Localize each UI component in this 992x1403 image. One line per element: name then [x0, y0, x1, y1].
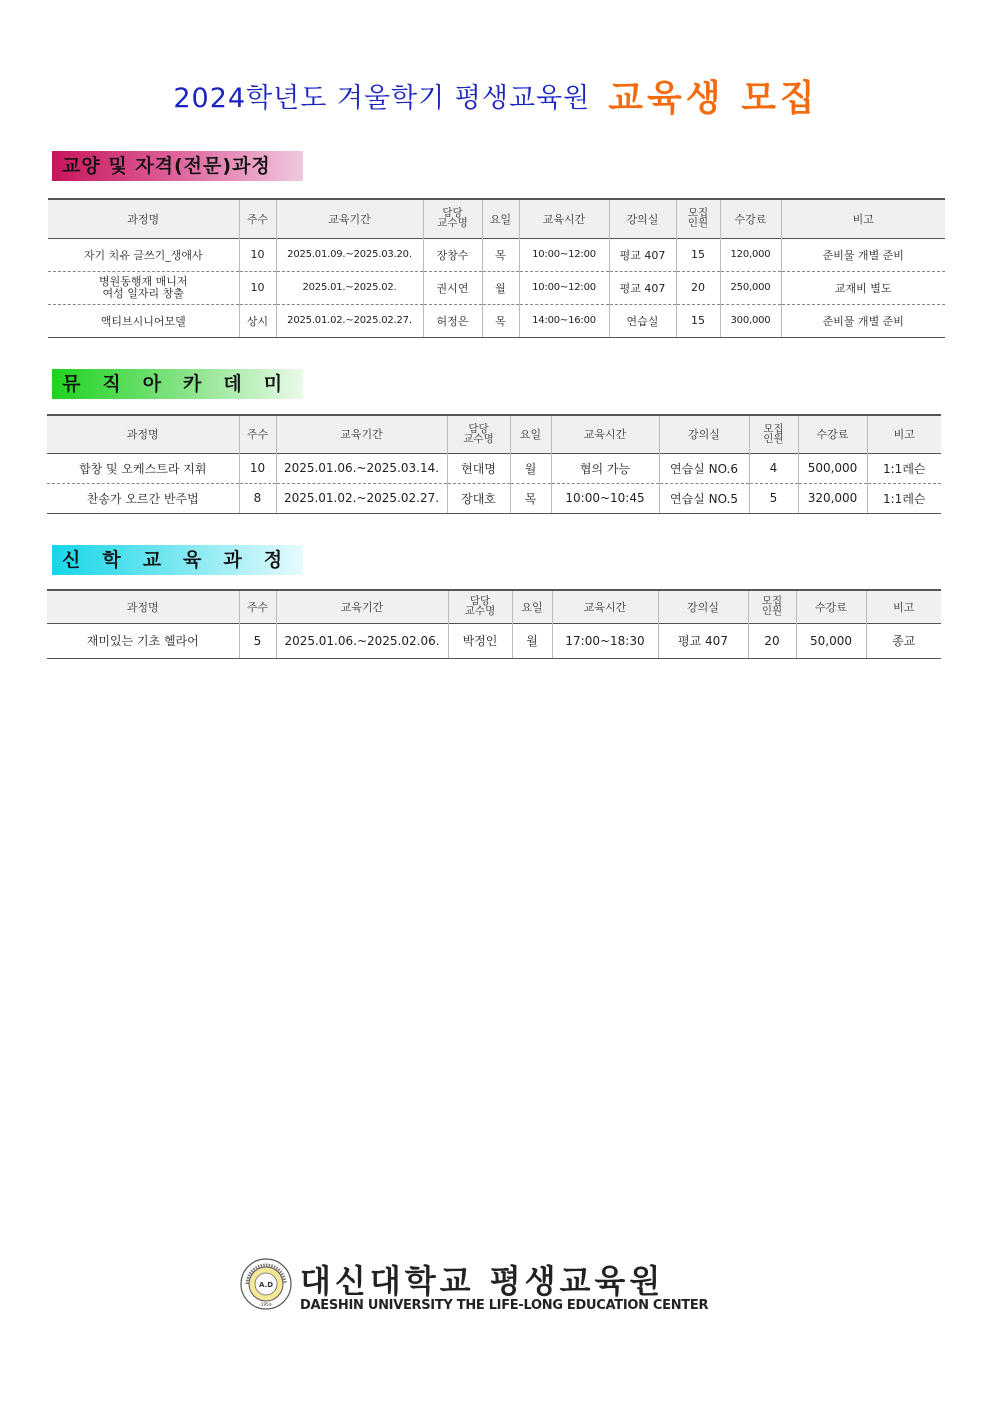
header-capacity-bottom: 인원 [761, 605, 783, 618]
section-header-liberal-arts: 교양 및 자격(전문)과정 [52, 151, 303, 181]
header-fee: 수강료 [798, 415, 867, 453]
cell-note: 준비물 개별 준비 [781, 304, 945, 337]
cell-period: 2025.01.~2025.02. [276, 271, 423, 304]
cell-period: 2025.01.06.~2025.02.06. [276, 623, 448, 658]
cell-note: 1:1레슨 [867, 453, 941, 483]
table-row [47, 483, 941, 513]
cell-time: 협의 가능 [551, 453, 659, 483]
cell-professor: 장대호 [447, 483, 510, 513]
university-seal-icon [240, 1258, 292, 1310]
header-day: 요일 [512, 590, 552, 623]
header-time: 교육시간 [552, 590, 658, 623]
header-room: 강의실 [609, 199, 676, 238]
header-professor-top: 담당 [468, 422, 489, 435]
seal-center-text: A.D [258, 1281, 274, 1289]
cell-weeks: 10 [239, 238, 276, 271]
cell-period: 2025.01.06.~2025.03.14. [276, 453, 447, 483]
table-row [47, 453, 941, 483]
header-professor-bottom: 교수명 [464, 605, 496, 618]
cell-professor: 장창수 [423, 238, 482, 271]
header-professor-bottom: 교수명 [463, 432, 494, 445]
title-accent: 교육생 모집 [608, 78, 819, 119]
seal-year-text: -1954- [259, 1302, 273, 1307]
cell-fee: 50,000 [796, 623, 866, 658]
header-capacity [748, 590, 796, 623]
cell-fee: 500,000 [798, 453, 867, 483]
cell-course-line1: 병원동행재 매니저 [98, 274, 188, 288]
cell-capacity: 20 [676, 271, 720, 304]
header-fee: 수강료 [720, 199, 781, 238]
header-professor-top: 담당 [469, 595, 491, 608]
cell-weeks: 5 [239, 623, 276, 658]
header-time: 교육시간 [519, 199, 609, 238]
header-professor [423, 199, 482, 238]
course-table-liberal-arts [48, 198, 945, 338]
cell-capacity: 5 [749, 483, 798, 513]
header-course: 과정명 [48, 199, 239, 238]
header-day: 요일 [510, 415, 551, 453]
footer-name-english: DAESHIN UNIVERSITY THE LIFE-LONG EDUCATION CENTER [300, 1298, 709, 1313]
table-row [48, 238, 945, 271]
cell-day: 월 [512, 623, 552, 658]
cell-weeks: 상시 [239, 304, 276, 337]
cell-period: 2025.01.09.~2025.03.20. [276, 238, 423, 271]
header-course: 과정명 [47, 590, 239, 623]
cell-room: 연습실 NO.5 [659, 483, 749, 513]
cell-note: 종교 [866, 623, 941, 658]
header-weeks: 주수 [239, 199, 276, 238]
cell-room: 평교 407 [609, 238, 676, 271]
cell-fee: 300,000 [720, 304, 781, 337]
page-title [0, 70, 992, 121]
cell-course [48, 271, 239, 304]
cell-course: 찬송가 오르간 반주법 [47, 483, 239, 513]
course-table-music-academy [47, 414, 941, 514]
cell-period: 2025.01.02.~2025.02.27. [276, 483, 447, 513]
cell-room: 연습실 [609, 304, 676, 337]
cell-professor: 허정은 [423, 304, 482, 337]
cell-fee: 250,000 [720, 271, 781, 304]
table-row [47, 623, 941, 658]
cell-professor: 권시연 [423, 271, 482, 304]
header-capacity-bottom: 인원 [687, 217, 709, 230]
cell-time: 17:00~18:30 [552, 623, 658, 658]
cell-day: 목 [482, 238, 519, 271]
table-row [48, 271, 945, 304]
header-period: 교육기간 [276, 590, 448, 623]
cell-time: 10:00~12:00 [519, 238, 609, 271]
cell-note: 1:1레슨 [867, 483, 941, 513]
header-time: 교육시간 [551, 415, 659, 453]
header-fee: 수강료 [796, 590, 866, 623]
cell-room: 평교 407 [658, 623, 748, 658]
cell-day: 월 [482, 271, 519, 304]
cell-capacity: 15 [676, 238, 720, 271]
cell-capacity: 20 [748, 623, 796, 658]
cell-day: 월 [510, 453, 551, 483]
header-capacity-top: 모집 [687, 207, 709, 220]
cell-time: 10:00~12:00 [519, 271, 609, 304]
cell-course: 자기 치유 글쓰기_생애사 [48, 238, 239, 271]
table-header-row [47, 590, 941, 623]
header-weeks: 주수 [239, 590, 276, 623]
cell-room: 평교 407 [609, 271, 676, 304]
footer [240, 1256, 740, 1316]
cell-day: 목 [510, 483, 551, 513]
title-main: 2024학년도 겨울학기 평생교육원 [173, 83, 591, 114]
cell-day: 목 [482, 304, 519, 337]
cell-weeks: 10 [239, 453, 276, 483]
header-room: 강의실 [658, 590, 748, 623]
cell-course: 합창 및 오케스트라 지휘 [47, 453, 239, 483]
section-header-music-academy: 뮤직아카데미 [52, 369, 303, 399]
table-header-row [47, 415, 941, 453]
cell-professor: 박정인 [448, 623, 512, 658]
header-note: 비고 [867, 415, 941, 453]
cell-capacity: 15 [676, 304, 720, 337]
table-row [48, 304, 945, 337]
header-course: 과정명 [47, 415, 239, 453]
header-professor [448, 590, 512, 623]
table-header-row [48, 199, 945, 238]
cell-time: 10:00~10:45 [551, 483, 659, 513]
cell-time: 14:00~16:00 [519, 304, 609, 337]
cell-weeks: 8 [239, 483, 276, 513]
section-header-theology: 신학교육과정 [52, 545, 303, 575]
header-period: 교육기간 [276, 415, 447, 453]
cell-note: 준비물 개별 준비 [781, 238, 945, 271]
cell-professor: 현대명 [447, 453, 510, 483]
header-period: 교육기간 [276, 199, 423, 238]
cell-capacity: 4 [749, 453, 798, 483]
cell-period: 2025.01.02.~2025.02.27. [276, 304, 423, 337]
header-day: 요일 [482, 199, 519, 238]
header-room: 강의실 [659, 415, 749, 453]
cell-course: 액티브시니어모델 [48, 304, 239, 337]
header-note: 비고 [866, 590, 941, 623]
course-table-theology [47, 589, 941, 659]
cell-fee: 320,000 [798, 483, 867, 513]
cell-note: 교재비 별도 [781, 271, 945, 304]
header-professor [447, 415, 510, 453]
header-professor-bottom: 교수명 [437, 217, 468, 230]
header-capacity [676, 199, 720, 238]
header-professor-top: 담당 [442, 207, 463, 220]
cell-weeks: 10 [239, 271, 276, 304]
cell-room: 연습실 NO.6 [659, 453, 749, 483]
header-capacity-bottom: 인원 [763, 432, 784, 445]
header-capacity-top: 모집 [761, 595, 783, 608]
header-capacity [749, 415, 798, 453]
cell-fee: 120,000 [720, 238, 781, 271]
cell-course-line2: 여성 일자리 창출 [102, 286, 184, 300]
cell-course: 재미있는 기초 헬라어 [47, 623, 239, 658]
header-capacity-top: 모집 [763, 422, 784, 435]
footer-name-korean: 대신대학교 평생교육원 [300, 1262, 665, 1300]
header-note: 비고 [781, 199, 945, 238]
header-weeks: 주수 [239, 415, 276, 453]
